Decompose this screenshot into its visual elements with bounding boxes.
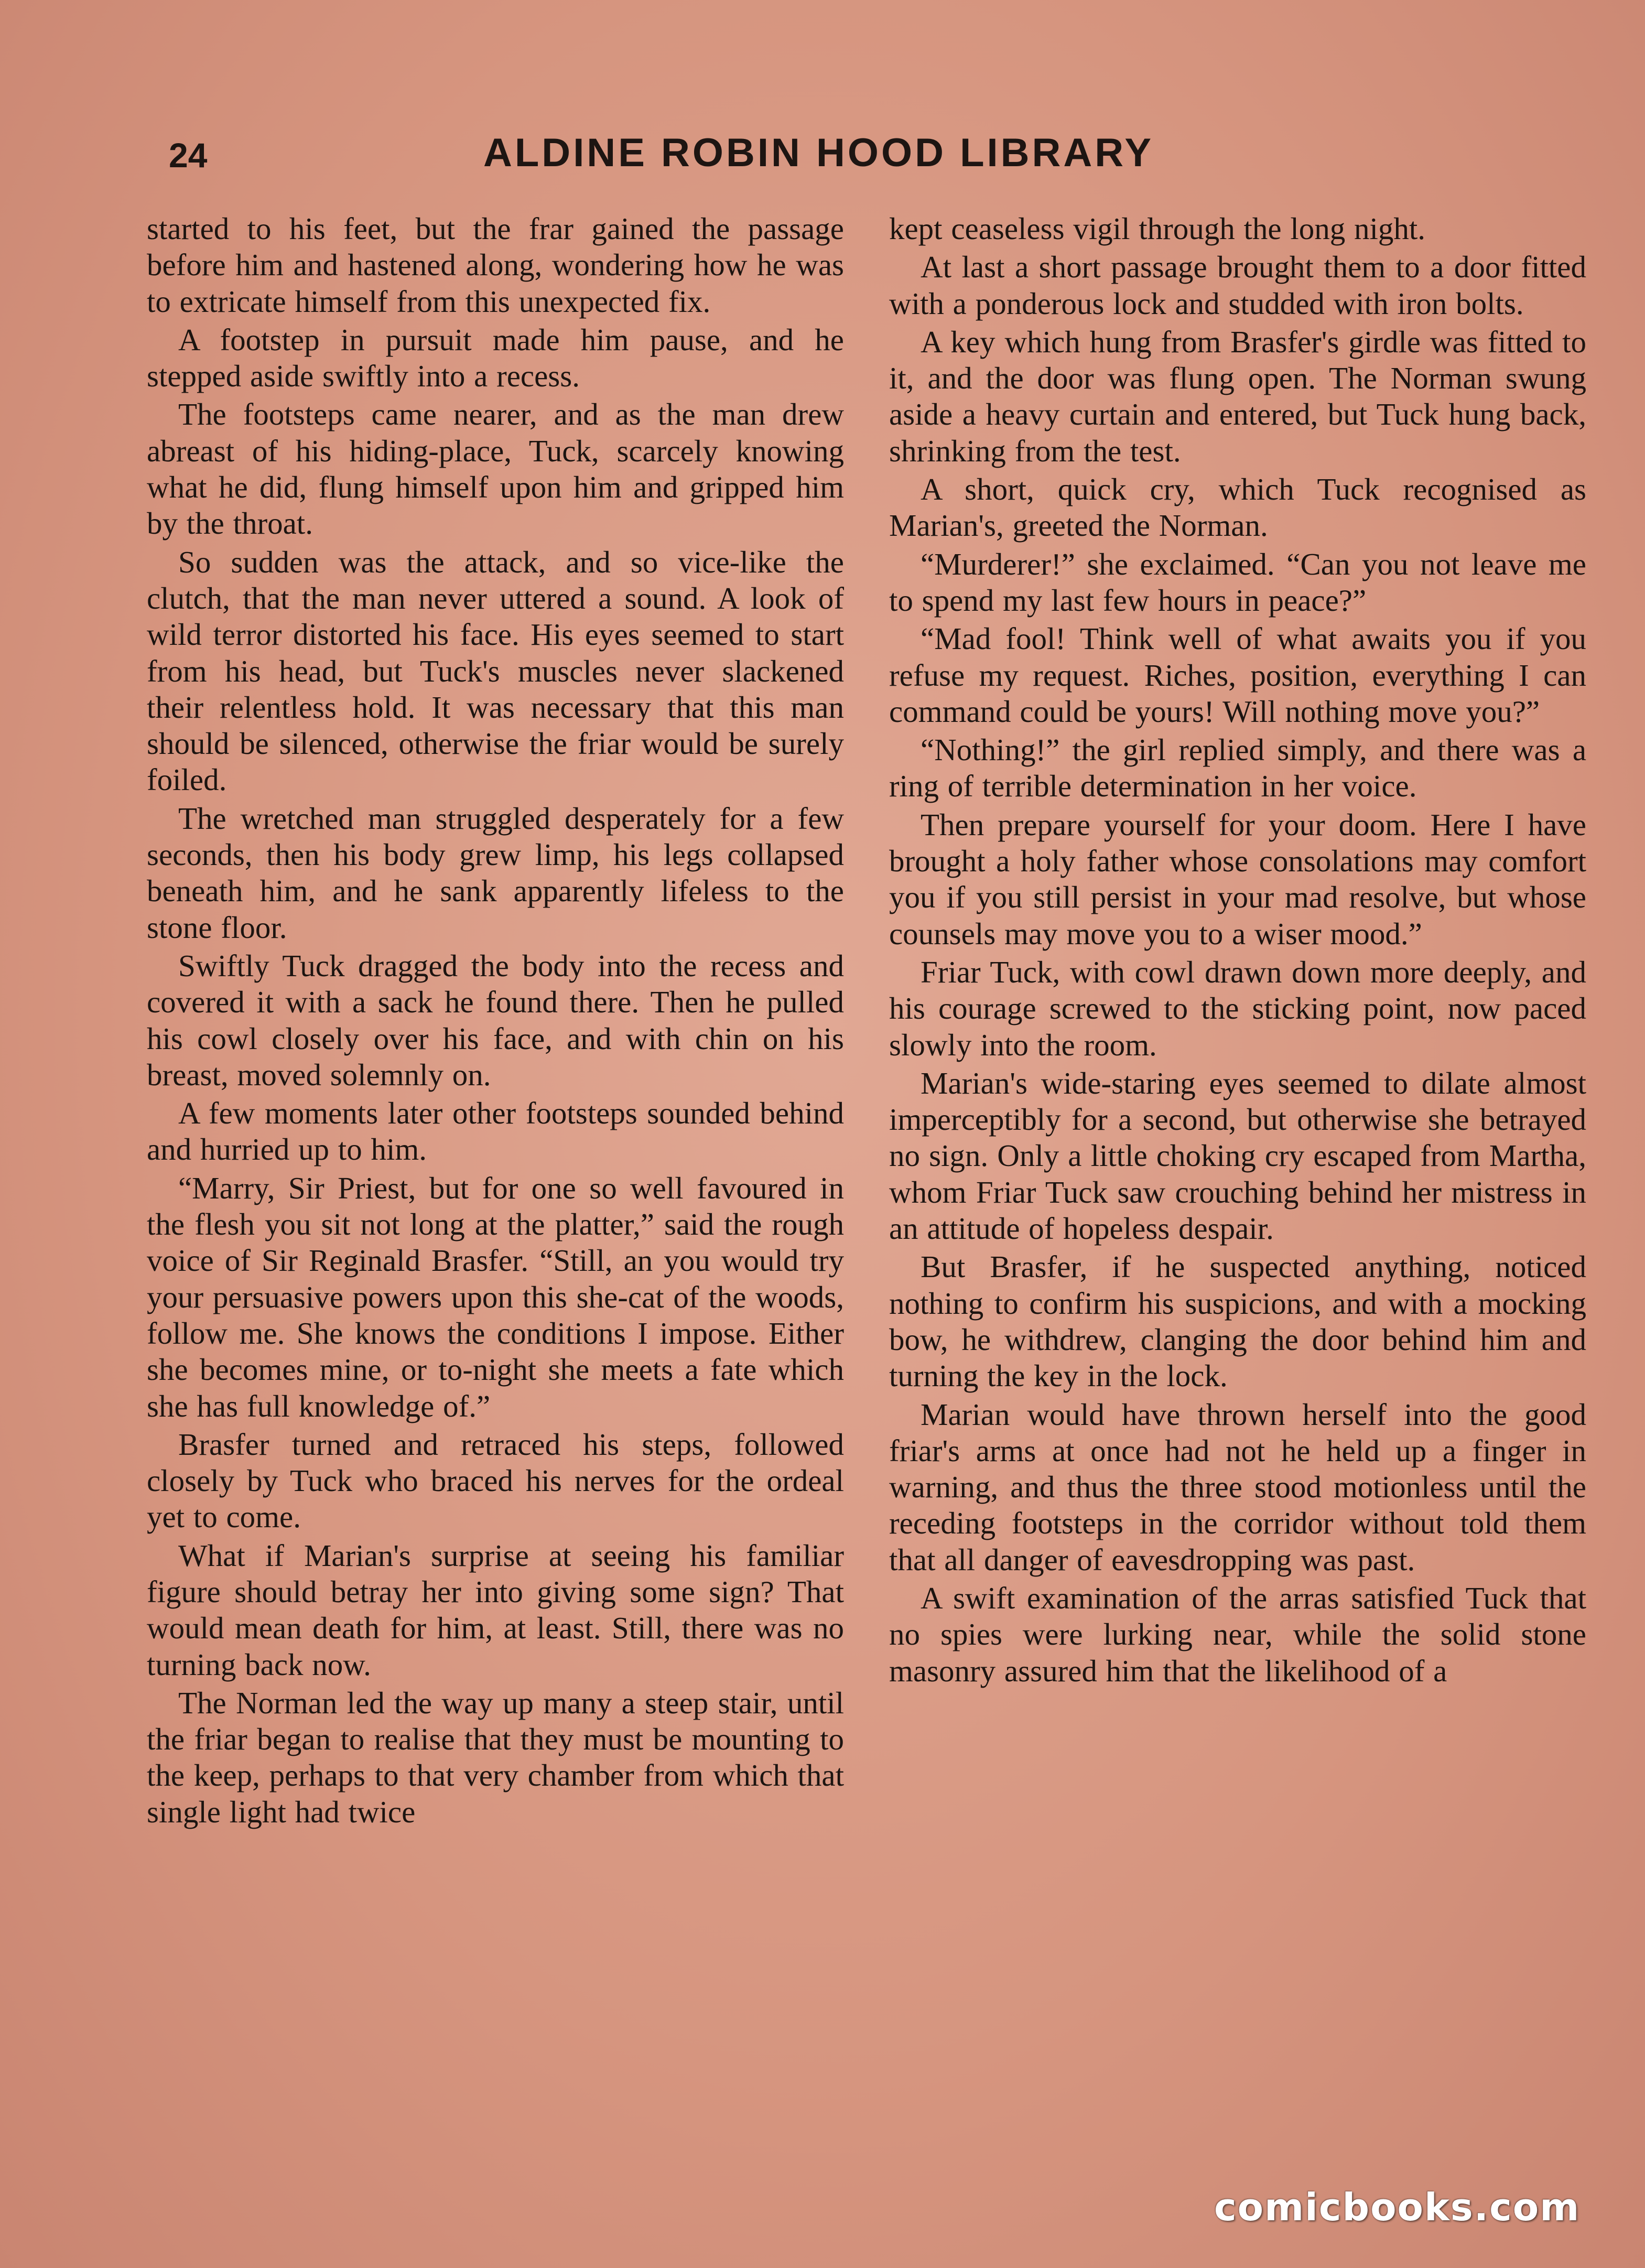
paragraph: So sudden was the attack, and so vice-like the clutch, that the man never uttered a sound. A look of wild terror distorted his face. His eyes seemed to start from his head, but Tuck's muscles never slackened their relentless hold. It was necessary that this man should be silenced, otherwise the friar would be surely foiled. (147, 544, 844, 797)
paragraph: A few moments later other footsteps sounded behind and hurried up to him. (147, 1096, 844, 1167)
paragraph: A key which hung from Brasfer's girdle was fitted to it, and the door was flung open. The Norman swung aside a heavy curtain and entered, but Tuck hung back, shrinking from the test. (889, 324, 1586, 468)
running-header-title: ALDINE ROBIN HOOD LIBRARY (483, 131, 1154, 175)
paragraph: At last a short passage brought them to a door fitted with a ponderous lock and studded with iron bolts. (889, 250, 1586, 321)
paragraph: The Norman led the way up many a steep stair, until the friar began to realise that they must be mounting to the keep, perhaps to that very chamber from which that single light had twice (147, 1685, 844, 1829)
paragraph: The footsteps came nearer, and as the man drew abreast of his hiding-place, Tuck, scarcely knowing what he did, flung himself upon him and gripped him by the throat. (147, 397, 844, 541)
paragraph: started to his feet, but the frar gained the passage before him and hastened along, wondering how he was to extricate himself from this unexpected fix. (147, 211, 844, 319)
right-text-column (889, 211, 1586, 1691)
paragraph: “Marry, Sir Priest, but for one so well favoured in the flesh you sit not long at the platter,” said the rough voice of Sir Reginald Brasfer. “Still, an you would try your persuasive powers upon this she-cat of the woods, follow me. She knows the conditions I impose. Either she becomes mine, or to-night she meets a fate which she has full knowledge of.” (147, 1170, 844, 1423)
left-text-column (147, 211, 844, 1832)
paragraph: Brasfer turned and retraced his steps, followed closely by Tuck who braced his nerves for the ordeal yet to come. (147, 1427, 844, 1535)
page-number: 24 (169, 136, 208, 175)
paragraph: A footstep in pursuit made him pause, and he stepped aside swiftly into a recess. (147, 322, 844, 394)
paragraph: What if Marian's surprise at seeing his familiar figure should betray her into giving some sign? That would mean death for him, at least. Still, there was no turning back now. (147, 1538, 844, 1682)
paragraph: Marian would have thrown herself into the good friar's arms at once had not he held up a finger in warning, and thus the three stood motionless until the receding footsteps in the corridor without told them that all danger of eavesdropping was past. (889, 1397, 1586, 1577)
paragraph: A swift examination of the arras satisfied Tuck that no spies were lurking near, while the solid stone masonry assured him that the likelihood of a (889, 1580, 1586, 1688)
paragraph: A short, quick cry, which Tuck recognised as Marian's, greeted the Norman. (889, 472, 1586, 543)
paragraph: kept ceaseless vigil through the long night. (889, 211, 1426, 246)
paragraph: “Murderer!” she exclaimed. “Can you not leave me to spend my last few hours in peace?” (889, 546, 1586, 618)
paragraph: “Nothing!” the girl replied simply, and there was a ring of terrible determination in her voice. (889, 732, 1586, 804)
site-watermark: comicbooks.com (1214, 2185, 1581, 2229)
paragraph: The wretched man struggled desperately for a few seconds, then his body grew limp, his legs collapsed beneath him, and he sank apparently lifeless to the stone floor. (147, 801, 844, 945)
paragraph: Swiftly Tuck dragged the body into the recess and covered it with a sack he found there. Then he pulled his cowl closely over his face, and with chin on his breast, moved solemnly on. (147, 948, 844, 1092)
paragraph: Then prepare yourself for your doom. Here I have brought a holy father whose consolations may comfort you if you still persist in your mad resolve, but whose counsels may move you to a wiser mood.” (889, 807, 1586, 951)
paragraph: “Mad fool! Think well of what awaits you if you refuse my request. Riches, position, everything I can command could be yours! Will nothing move you?” (889, 621, 1586, 729)
paragraph: Marian's wide-staring eyes seemed to dilate almost imperceptibly for a second, but otherwise she betrayed no sign. Only a little choking cry escaped from Martha, whom Friar Tuck saw crouching behind her mistress in an attitude of hopeless despair. (889, 1065, 1586, 1246)
paragraph: Friar Tuck, with cowl drawn down more deeply, and his courage screwed to the sticking point, now paced slowly into the room. (889, 954, 1586, 1062)
paragraph: But Brasfer, if he suspected anything, noticed nothing to confirm his suspicions, and with a mocking bow, he withdrew, clanging the door behind him and turning the key in the lock. (889, 1249, 1586, 1394)
